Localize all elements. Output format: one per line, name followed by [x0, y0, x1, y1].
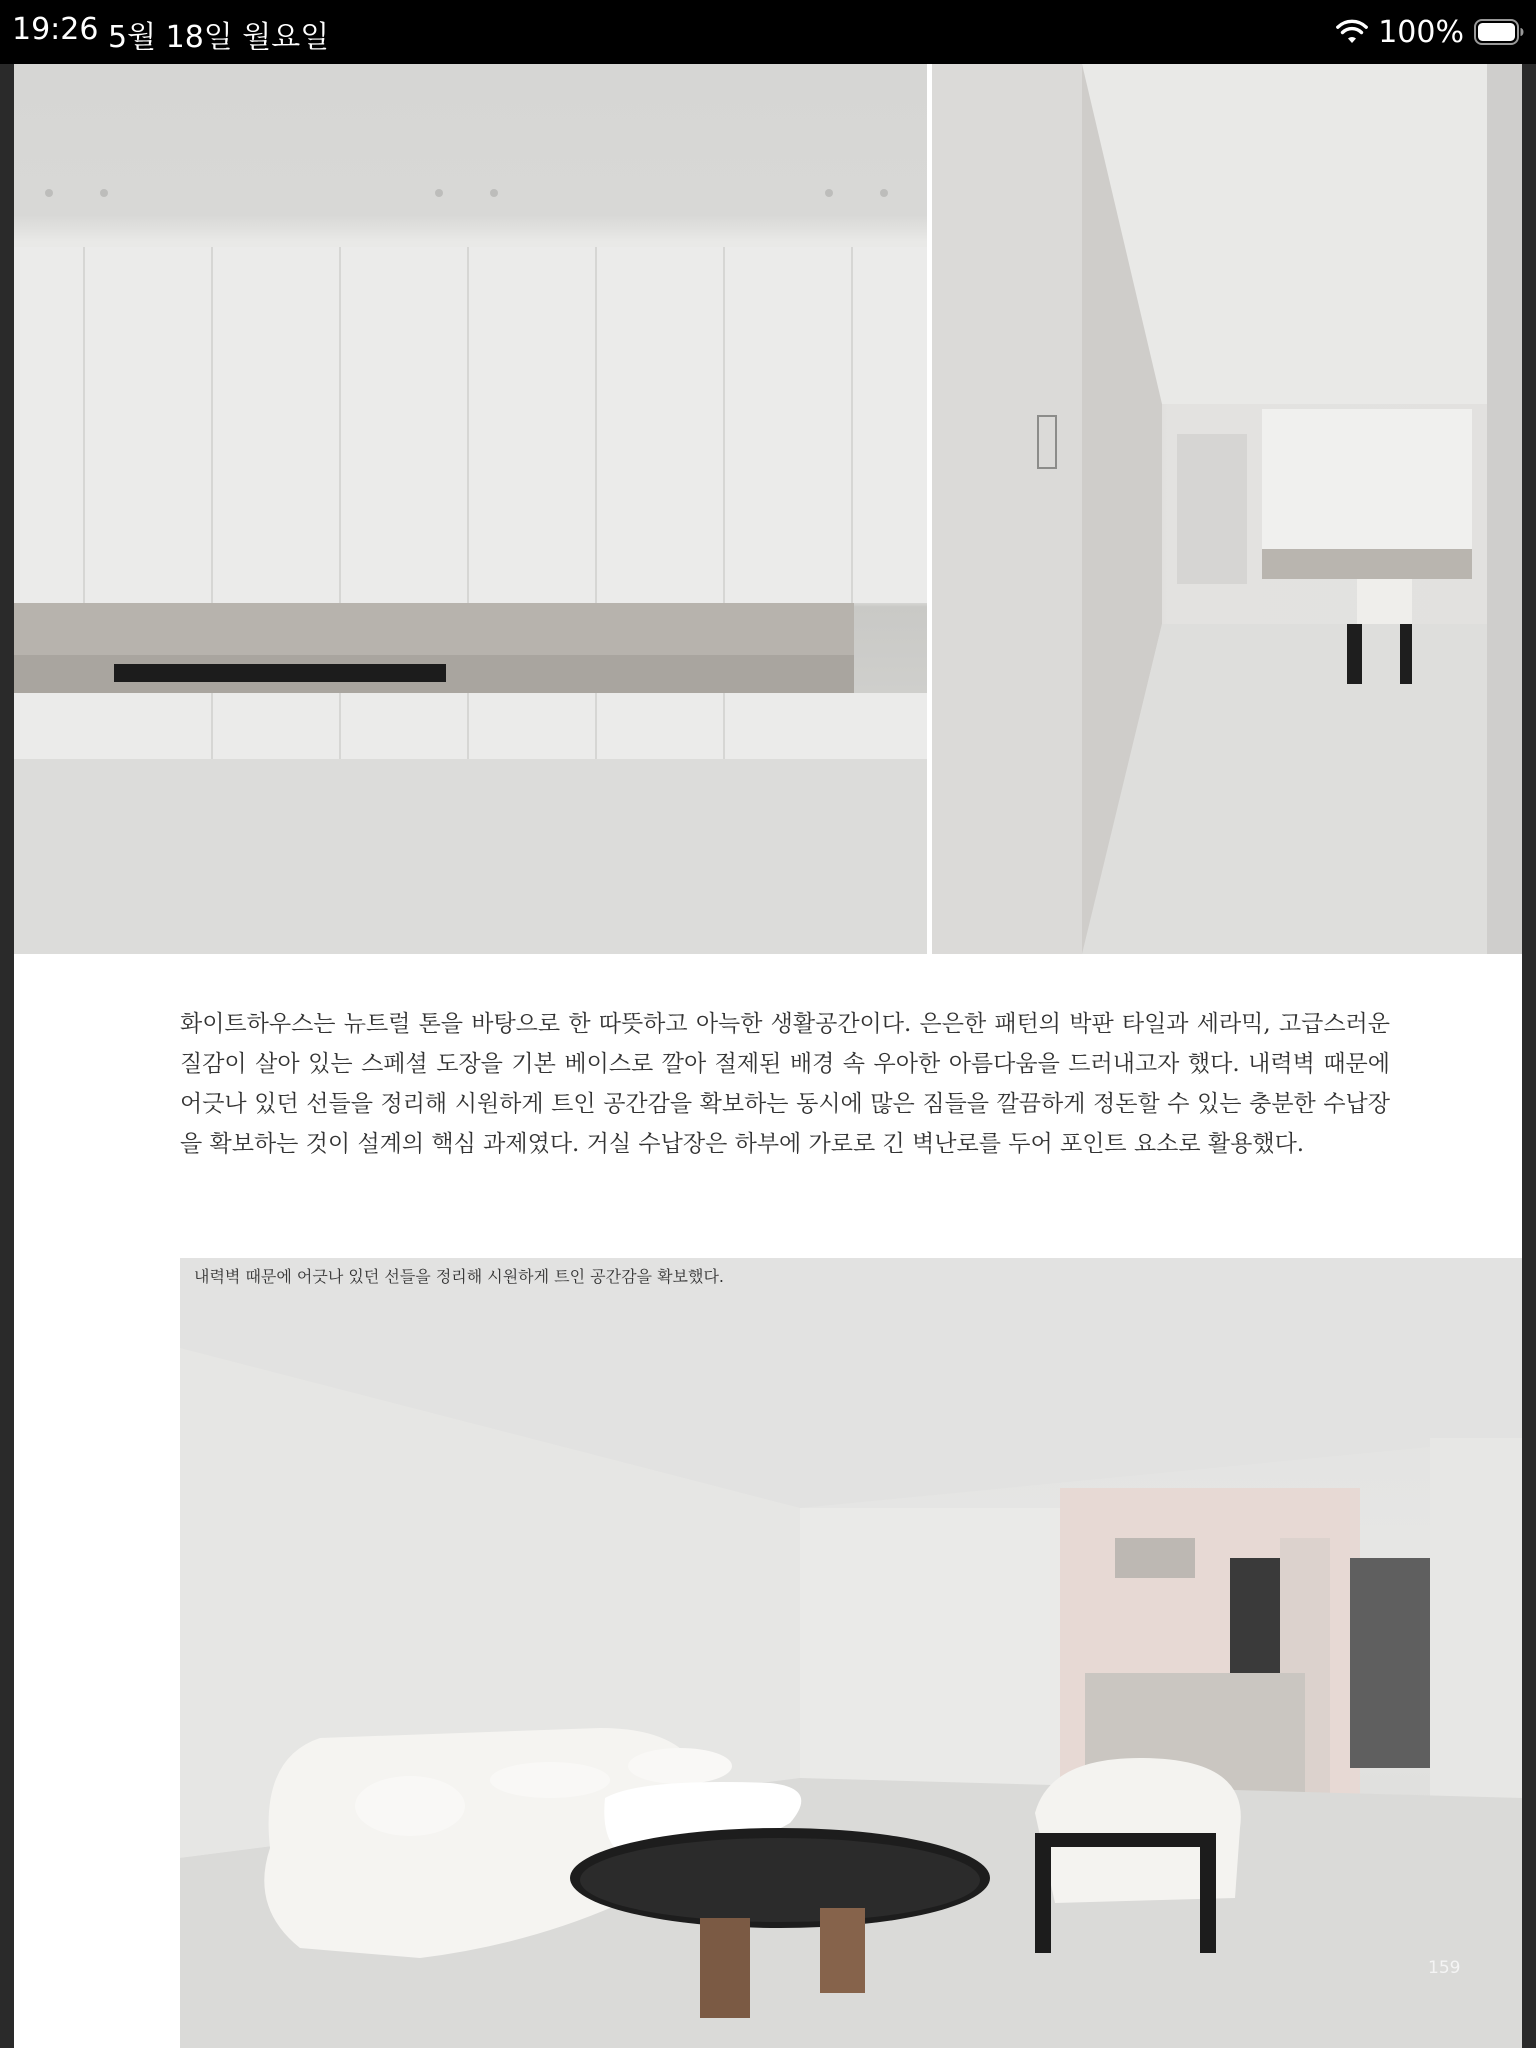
status-indicators: [1336, 12, 1524, 52]
wifi-icon: [1336, 19, 1368, 45]
article-body: 화이트하우스는 뉴트럴 톤을 바탕으로 한 따뜻하고 아늑한 생활공간이다. 은은한 패턴의 박판 타일과 세라믹, 고급스러운 질감이 살아 있는 스페셜 도장을 기본 베이스로 깔아 절제된 배경 속 우아한 아름다움을 드러내고자 했다. 내력벽 때문에 어긋나 있던 선들을 정리해 시원하게 트인 공간감을 확보하는 동시에 많은 짐들을 깔끔하게 정돈할 수 있는 충분한 수납장을 확보하는 것이 설계의 핵심 과제였다. 거실 수납장은 하부에 가로로 긴 벽난로를 두어 포인트 요소로 활용했다.: [180, 1011, 1390, 1157]
battery-percent: 100%: [1378, 14, 1464, 50]
status-time: 19:26: [12, 12, 99, 47]
battery-icon: [1474, 19, 1524, 45]
photo-living-room-sofa: [180, 1258, 1522, 2048]
status-bar: [0, 0, 1536, 64]
photo-caption: 내력벽 때문에 어긋나 있던 선들을 정리해 시원하게 트인 공간감을 확보했다.: [194, 1267, 724, 1286]
page-number: 159: [1428, 1958, 1461, 1978]
photo-living-room-cabinets: [14, 64, 927, 954]
magazine-page[interactable]: [0, 64, 1536, 2048]
status-date: 5월 18일 월요일: [108, 20, 330, 55]
photo-corridor-chair: [932, 64, 1522, 954]
